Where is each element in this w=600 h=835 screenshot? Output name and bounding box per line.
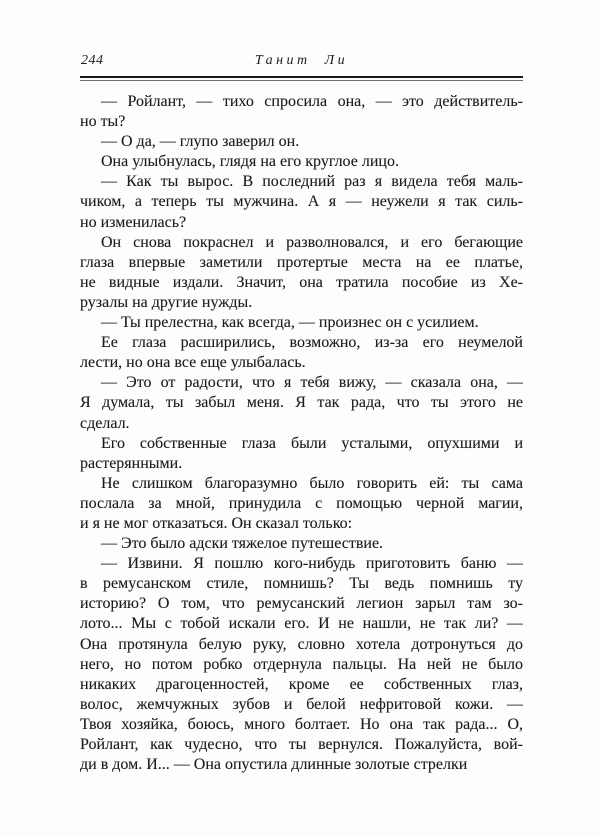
text-line: в ремусанском стиле, помнишь? Ты ведь помнишь ту	[80, 575, 523, 593]
text-line: — Ты прелестна, как всегда, — произнес он с усилием.	[101, 314, 479, 332]
text-line: него, но потом робко отдернула пальцы. На ней не было	[80, 655, 523, 673]
text-line: но ты?	[80, 113, 126, 131]
text-line: историю? О том, что ремусанский легион зарыл там зо-	[80, 595, 523, 613]
text-line: волос, жемчужных зубов и белой нефритовой кожи. —	[80, 695, 523, 713]
text-line: — Ройлант, — тихо спросила она, — это действитель-	[101, 93, 523, 110]
page-number: 244	[81, 53, 104, 68]
text-line: Она улыбнулась, глядя на его круглое лицо.	[101, 153, 399, 171]
text-line: и я не мог отказаться. Он сказал только:	[80, 514, 353, 532]
running-title: Танит Ли	[254, 53, 349, 68]
text-line: послала за мной, принудила с помощью черной магии,	[80, 494, 523, 512]
text-line: но изменилась?	[80, 213, 187, 231]
text-line: — Это от радости, что я тебя вижу, — сказала она, —	[101, 374, 523, 392]
text-line: — О да, — глупо заверил он.	[101, 133, 300, 151]
text-line: — Извини. Я пошлю кого-нибудь приготовить баню —	[101, 555, 523, 573]
text-line: не видные издали. Значит, она тратила пособие из Хе-	[80, 273, 523, 291]
text-line: лото... Мы с тобой искали его. И не нашли, не так ли? —	[80, 615, 523, 633]
text-line: сделал.	[80, 414, 130, 432]
text-line: Она протянула белую руку, словно хотела дотронуться до	[80, 635, 523, 653]
text-line: Его собственные глаза были усталыми, опухшими и	[101, 434, 523, 452]
text-line: Ройлант, как чудесно, что ты вернулся. Пожалуйста, вой-	[80, 736, 523, 753]
text-line: ди в дом. И... — Она опустила длинные золотые стрелки	[80, 756, 468, 774]
text-line: рузалы на другие нужды.	[80, 293, 253, 311]
text-line: чиком, а теперь ты мужчина. А я — неужели я так силь-	[80, 193, 523, 211]
text-line: — Как ты вырос. В последний раз я видела тебя маль-	[101, 173, 523, 191]
text-line: Не слишком благоразумно было говорить ей: ты сама	[101, 474, 523, 492]
text-line: Я думала, ты забыл меня. Я так рада, что ты этого не	[80, 394, 523, 412]
text-line: Ее глаза расширились, возможно, из-за его неумелой	[101, 334, 523, 352]
text-line: глаза впервые заметили протертые места на ее платье,	[80, 253, 523, 271]
page-body	[80, 92, 523, 775]
page-header	[80, 52, 523, 70]
text-line: — Это было адски тяжелое путешествие.	[101, 535, 384, 553]
text-line: Он снова покраснел и разволновался, и его бегающие	[101, 233, 523, 251]
header-rule	[80, 76, 523, 81]
text-line: лести, но она все еще улыбалась.	[80, 354, 306, 372]
text-line: никаких драгоценностей, кроме ее собственных глаз,	[80, 675, 523, 693]
text-line: Твоя хозяйка, боюсь, много болтает. Но она так рада... О,	[80, 715, 523, 733]
text-line: растерянными.	[80, 454, 183, 472]
